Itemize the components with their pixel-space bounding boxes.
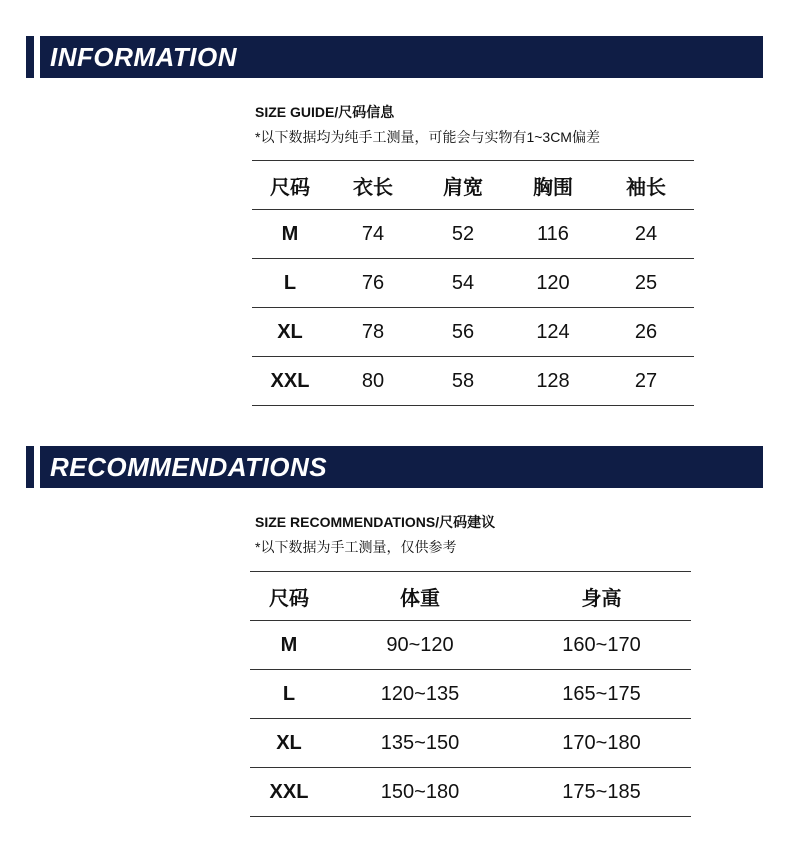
information-header bbox=[26, 36, 763, 78]
size-cell: L bbox=[282, 682, 296, 705]
length-cell: 80 bbox=[361, 369, 385, 392]
length-cell: 78 bbox=[361, 320, 385, 343]
height-cell: 170~180 bbox=[562, 731, 641, 754]
size-cell: XL bbox=[276, 731, 302, 754]
col-header-chest: 胸围 bbox=[533, 176, 573, 199]
shoulder-cell: 54 bbox=[451, 271, 475, 294]
table-row bbox=[252, 259, 694, 308]
table-row bbox=[250, 621, 691, 670]
table-row bbox=[252, 210, 694, 259]
weight-cell: 150~180 bbox=[380, 780, 460, 803]
col-header-length: 衣长 bbox=[353, 176, 393, 199]
height-cell: 160~170 bbox=[562, 633, 641, 656]
table-row bbox=[252, 357, 694, 406]
size-guide-note: *以下数据均为纯手工测量，可能会与实物有1~3CM偏差 bbox=[255, 129, 600, 145]
table-row bbox=[250, 719, 691, 768]
table-row bbox=[252, 308, 694, 357]
shoulder-cell: 56 bbox=[451, 320, 475, 343]
col-header-weight: 体重 bbox=[400, 587, 440, 610]
height-cell: 165~175 bbox=[562, 682, 641, 705]
header-accent-stripe bbox=[26, 36, 34, 78]
size-cell: M bbox=[280, 633, 298, 656]
size-recommendations-table bbox=[250, 571, 691, 817]
header-accent-stripe bbox=[26, 446, 34, 488]
size-recommendations-header-row bbox=[250, 572, 691, 621]
size-cell: XXL bbox=[270, 369, 310, 392]
size-recommendations-note: *以下数据为手工测量，仅供参考 bbox=[255, 539, 457, 555]
length-cell: 74 bbox=[361, 222, 385, 245]
recommendations-header bbox=[26, 446, 763, 488]
table-row bbox=[250, 670, 691, 719]
sleeve-cell: 27 bbox=[634, 369, 658, 392]
recommendations-title: RECOMMENDATIONS bbox=[50, 452, 328, 482]
size-cell: L bbox=[283, 271, 297, 294]
col-header-size: 尺码 bbox=[269, 587, 309, 610]
height-cell: 175~185 bbox=[562, 780, 641, 803]
chest-cell: 124 bbox=[536, 320, 570, 343]
weight-cell: 135~150 bbox=[380, 731, 460, 754]
size-cell: XL bbox=[277, 320, 303, 343]
size-recommendations-heading: SIZE RECOMMENDATIONS/尺码建议 bbox=[255, 514, 496, 530]
chest-cell: 128 bbox=[536, 369, 570, 392]
size-guide-heading: SIZE GUIDE/尺码信息 bbox=[255, 104, 395, 120]
sleeve-cell: 25 bbox=[634, 271, 658, 294]
size-cell: XXL bbox=[269, 780, 309, 803]
length-cell: 76 bbox=[361, 271, 385, 294]
size-guide-table bbox=[252, 160, 694, 406]
sleeve-cell: 26 bbox=[634, 320, 658, 343]
shoulder-cell: 58 bbox=[451, 369, 475, 392]
table-row bbox=[250, 768, 691, 817]
col-header-height: 身高 bbox=[581, 587, 622, 610]
col-header-sleeve: 袖长 bbox=[626, 176, 666, 199]
sleeve-cell: 24 bbox=[634, 222, 658, 245]
col-header-shoulder: 肩宽 bbox=[443, 176, 483, 199]
size-guide-header-row bbox=[252, 161, 694, 210]
col-header-size: 尺码 bbox=[270, 176, 310, 199]
chest-cell: 116 bbox=[537, 222, 569, 245]
weight-cell: 90~120 bbox=[386, 633, 454, 656]
information-title: INFORMATION bbox=[50, 42, 237, 72]
size-cell: M bbox=[281, 222, 299, 245]
shoulder-cell: 52 bbox=[451, 222, 475, 245]
chest-cell: 120 bbox=[536, 271, 570, 294]
weight-cell: 120~135 bbox=[380, 682, 460, 705]
